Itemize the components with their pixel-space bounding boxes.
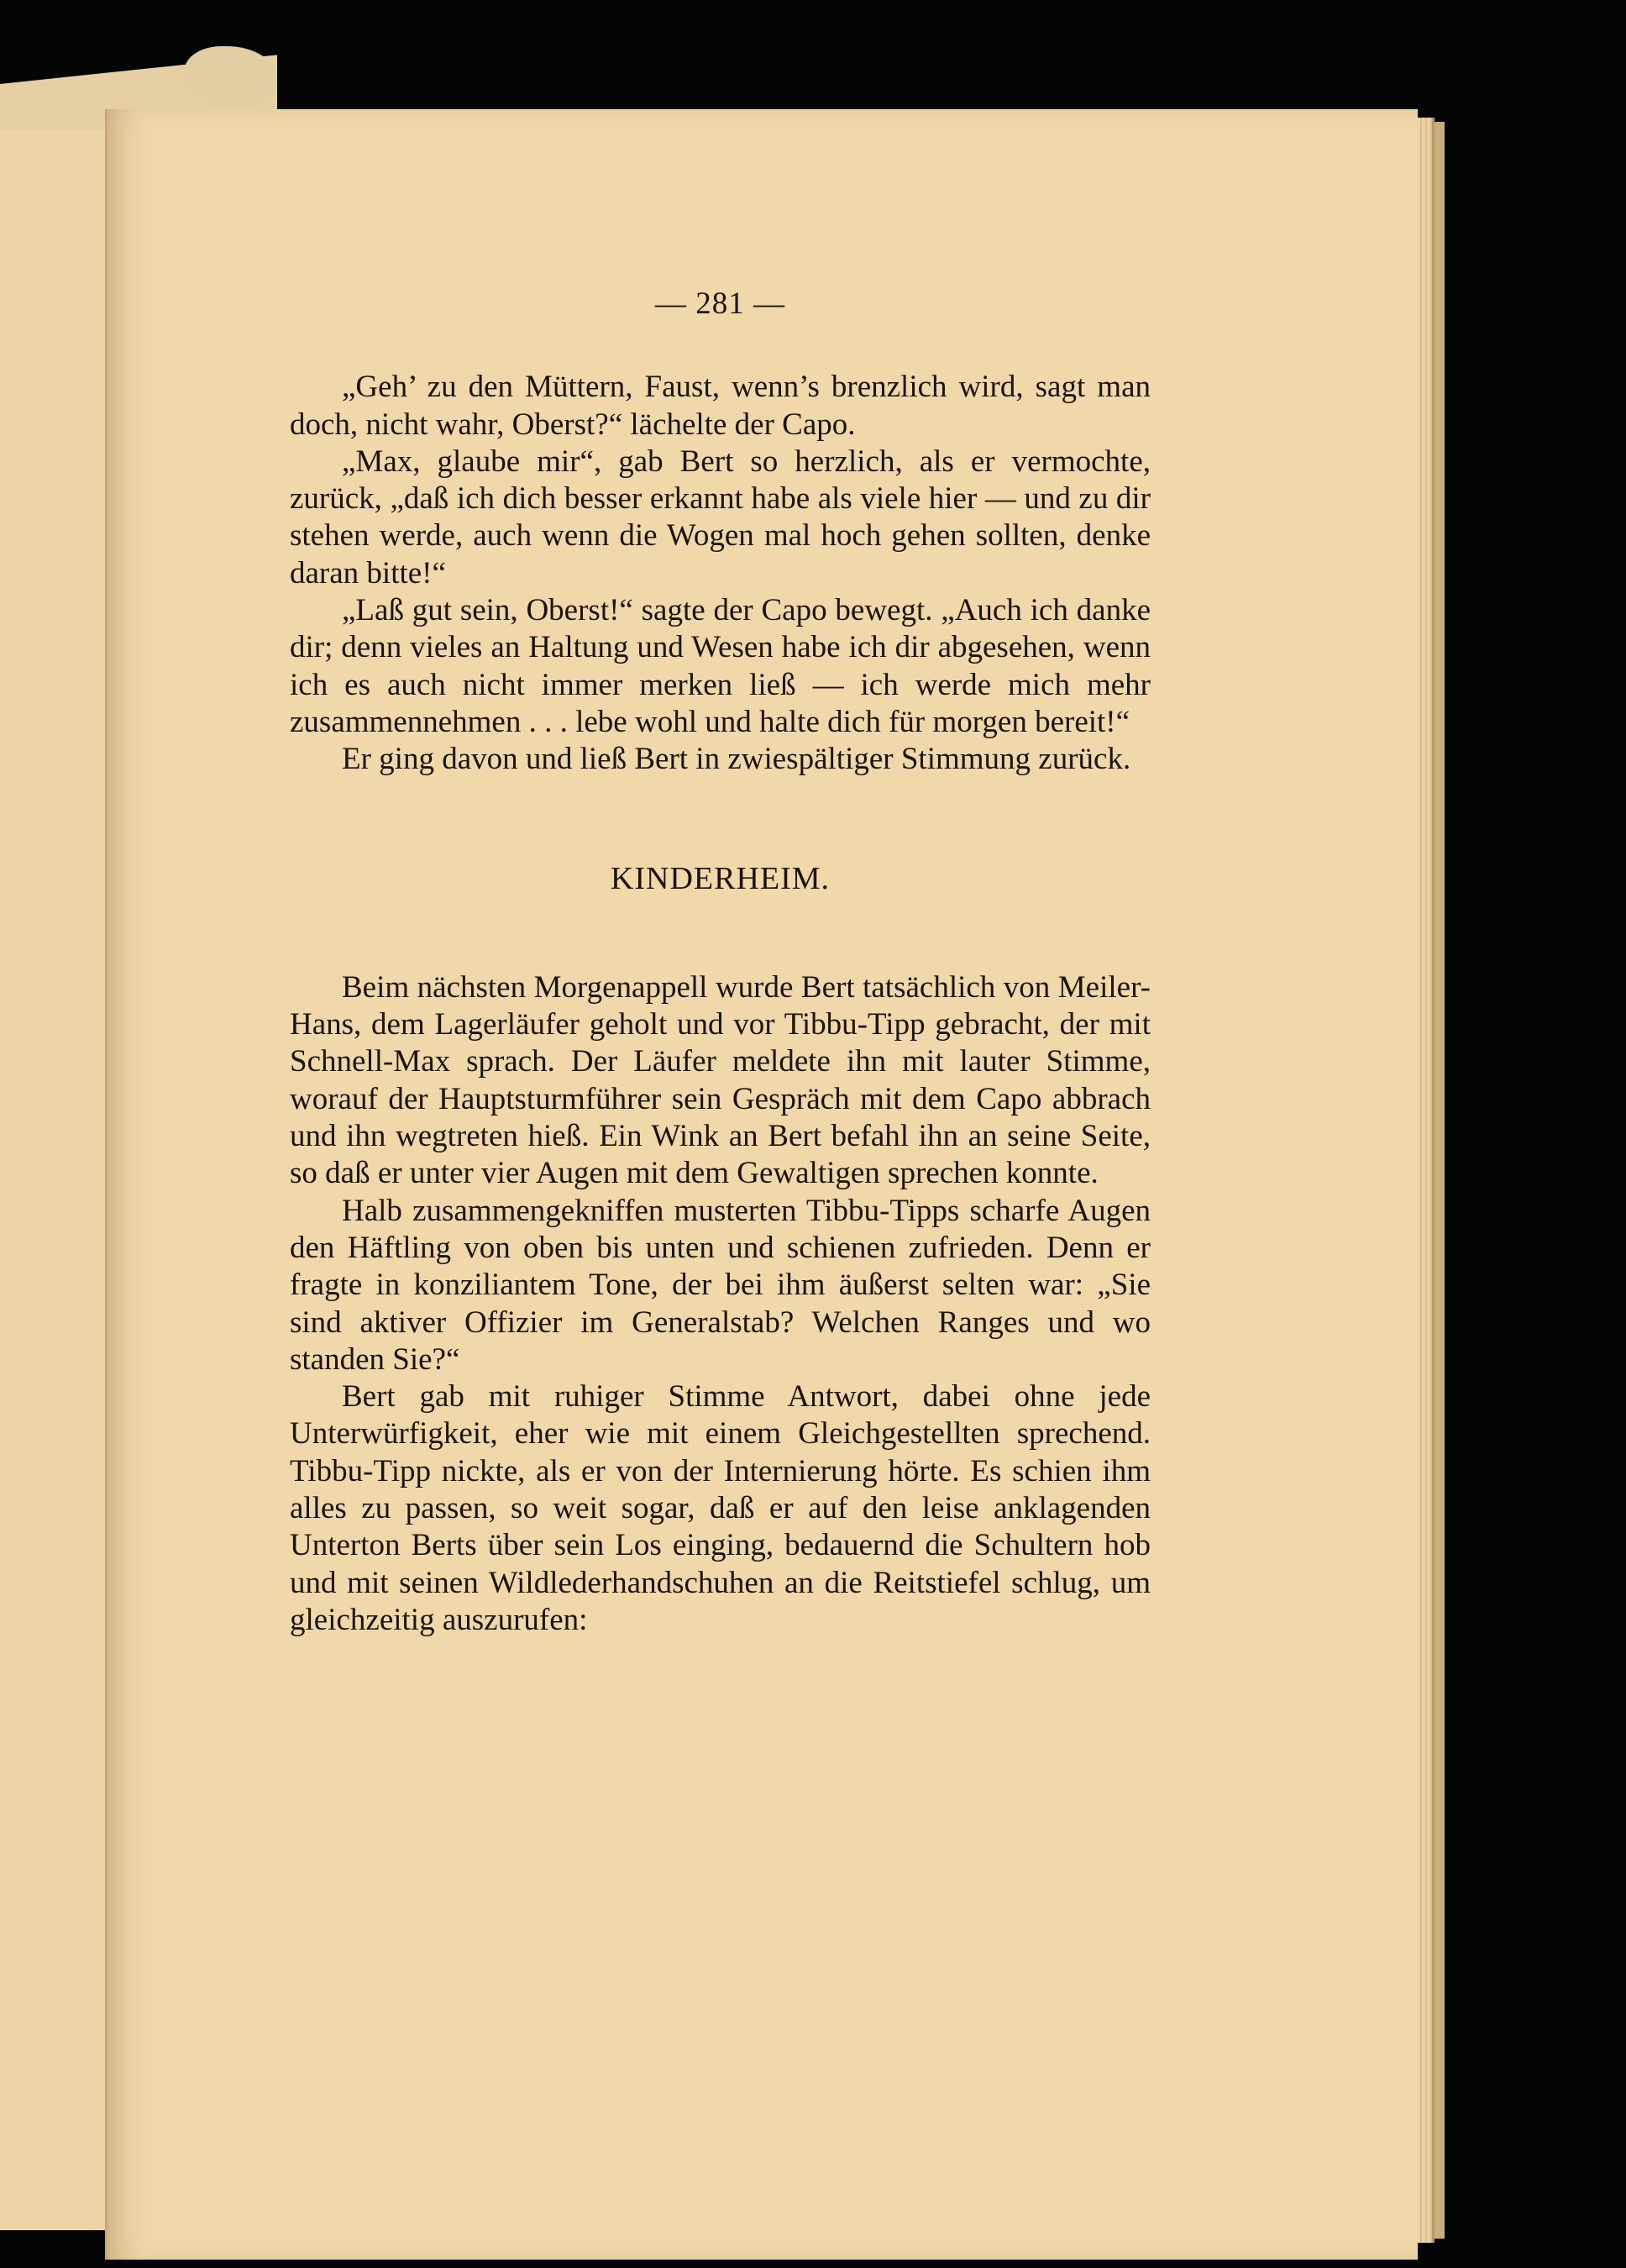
paragraph: „Laß gut sein, Oberst!“ sagte der Capo bewegt. „Auch ich danke dir; denn vieles an Haltung und Wesen habe ich dir abgesehen, wenn ich es auch nicht immer merken ließ — ich werde mich mehr zusammennehmen . . . lebe wohl und halte dich für morgen bereit!“ [290,593,1151,739]
paragraph: Beim nächsten Morgenappell wurde Bert tatsächlich von Meiler-Hans, dem Lagerläufer geholt und vor Tibbu-Tipp gebracht, der mit Schnell-Max sprach. Der Läufer meldete ihn mit lauter Stimme, worauf der Hauptsturmführer sein Gespräch mit dem Capo abbrach und ihn wegtreten hieß. Ein Wink an Bert befahl ihn an seine Seite, so daß er unter vier Augen mit dem Gewaltigen sprechen konnte. [290,969,1151,1191]
torn-paper-corner [185,46,277,105]
paragraph: Bert gab mit ruhiger Stimme Antwort, dabei ohne jede Unterwürfigkeit, eher wie mit einem Gleichgestellten sprechend. Tibbu-Tipp nickte, als er von der Internierung hörte. Es schien ihm alles zu passen, so weit sogar, daß er auf den leise anklagenden Unterton Berts über sein Los einging, bedauernd die Schultern hob und mit seinen Wildlederhandschuhen an die Reitstiefel schlug, um gleichzeitig auszurufen: [290,1379,1151,1637]
paragraph: Er ging davon und ließ Bert in zwiespältiger Stimmung zurück. [342,742,1131,777]
paragraph: „Max, glaube mir“, gab Bert so herzlich, als er vermochte, zurück, „daß ich dich besser erkannt habe als viele hier — und zu dir stehen werde, auch wenn die Wogen mal hoch gehen sollten, denke daran bitte!“ [290,444,1151,591]
chapter-title: KINDERHEIM. [610,860,831,896]
paragraph: „Geh’ zu den Müttern, Faust, wenn’s brenzlich wird, sagt man doch, nicht wahr, Oberst?“ lächelte der Capo. [290,370,1151,442]
page-text [290,286,1151,1639]
paragraph: Halb zusammengekniffen musterten Tibbu-Tipps scharfe Augen den Häftling von oben bis unten und schienen zufrieden. Denn er fragte in konziliantem Tone, der bei ihm äußerst selten war: „Sie sind aktiver Offizier im Generalstab? Welchen Ranges und wo standen Sie?“ [290,1193,1151,1377]
page-number: — 281 — [655,286,785,321]
